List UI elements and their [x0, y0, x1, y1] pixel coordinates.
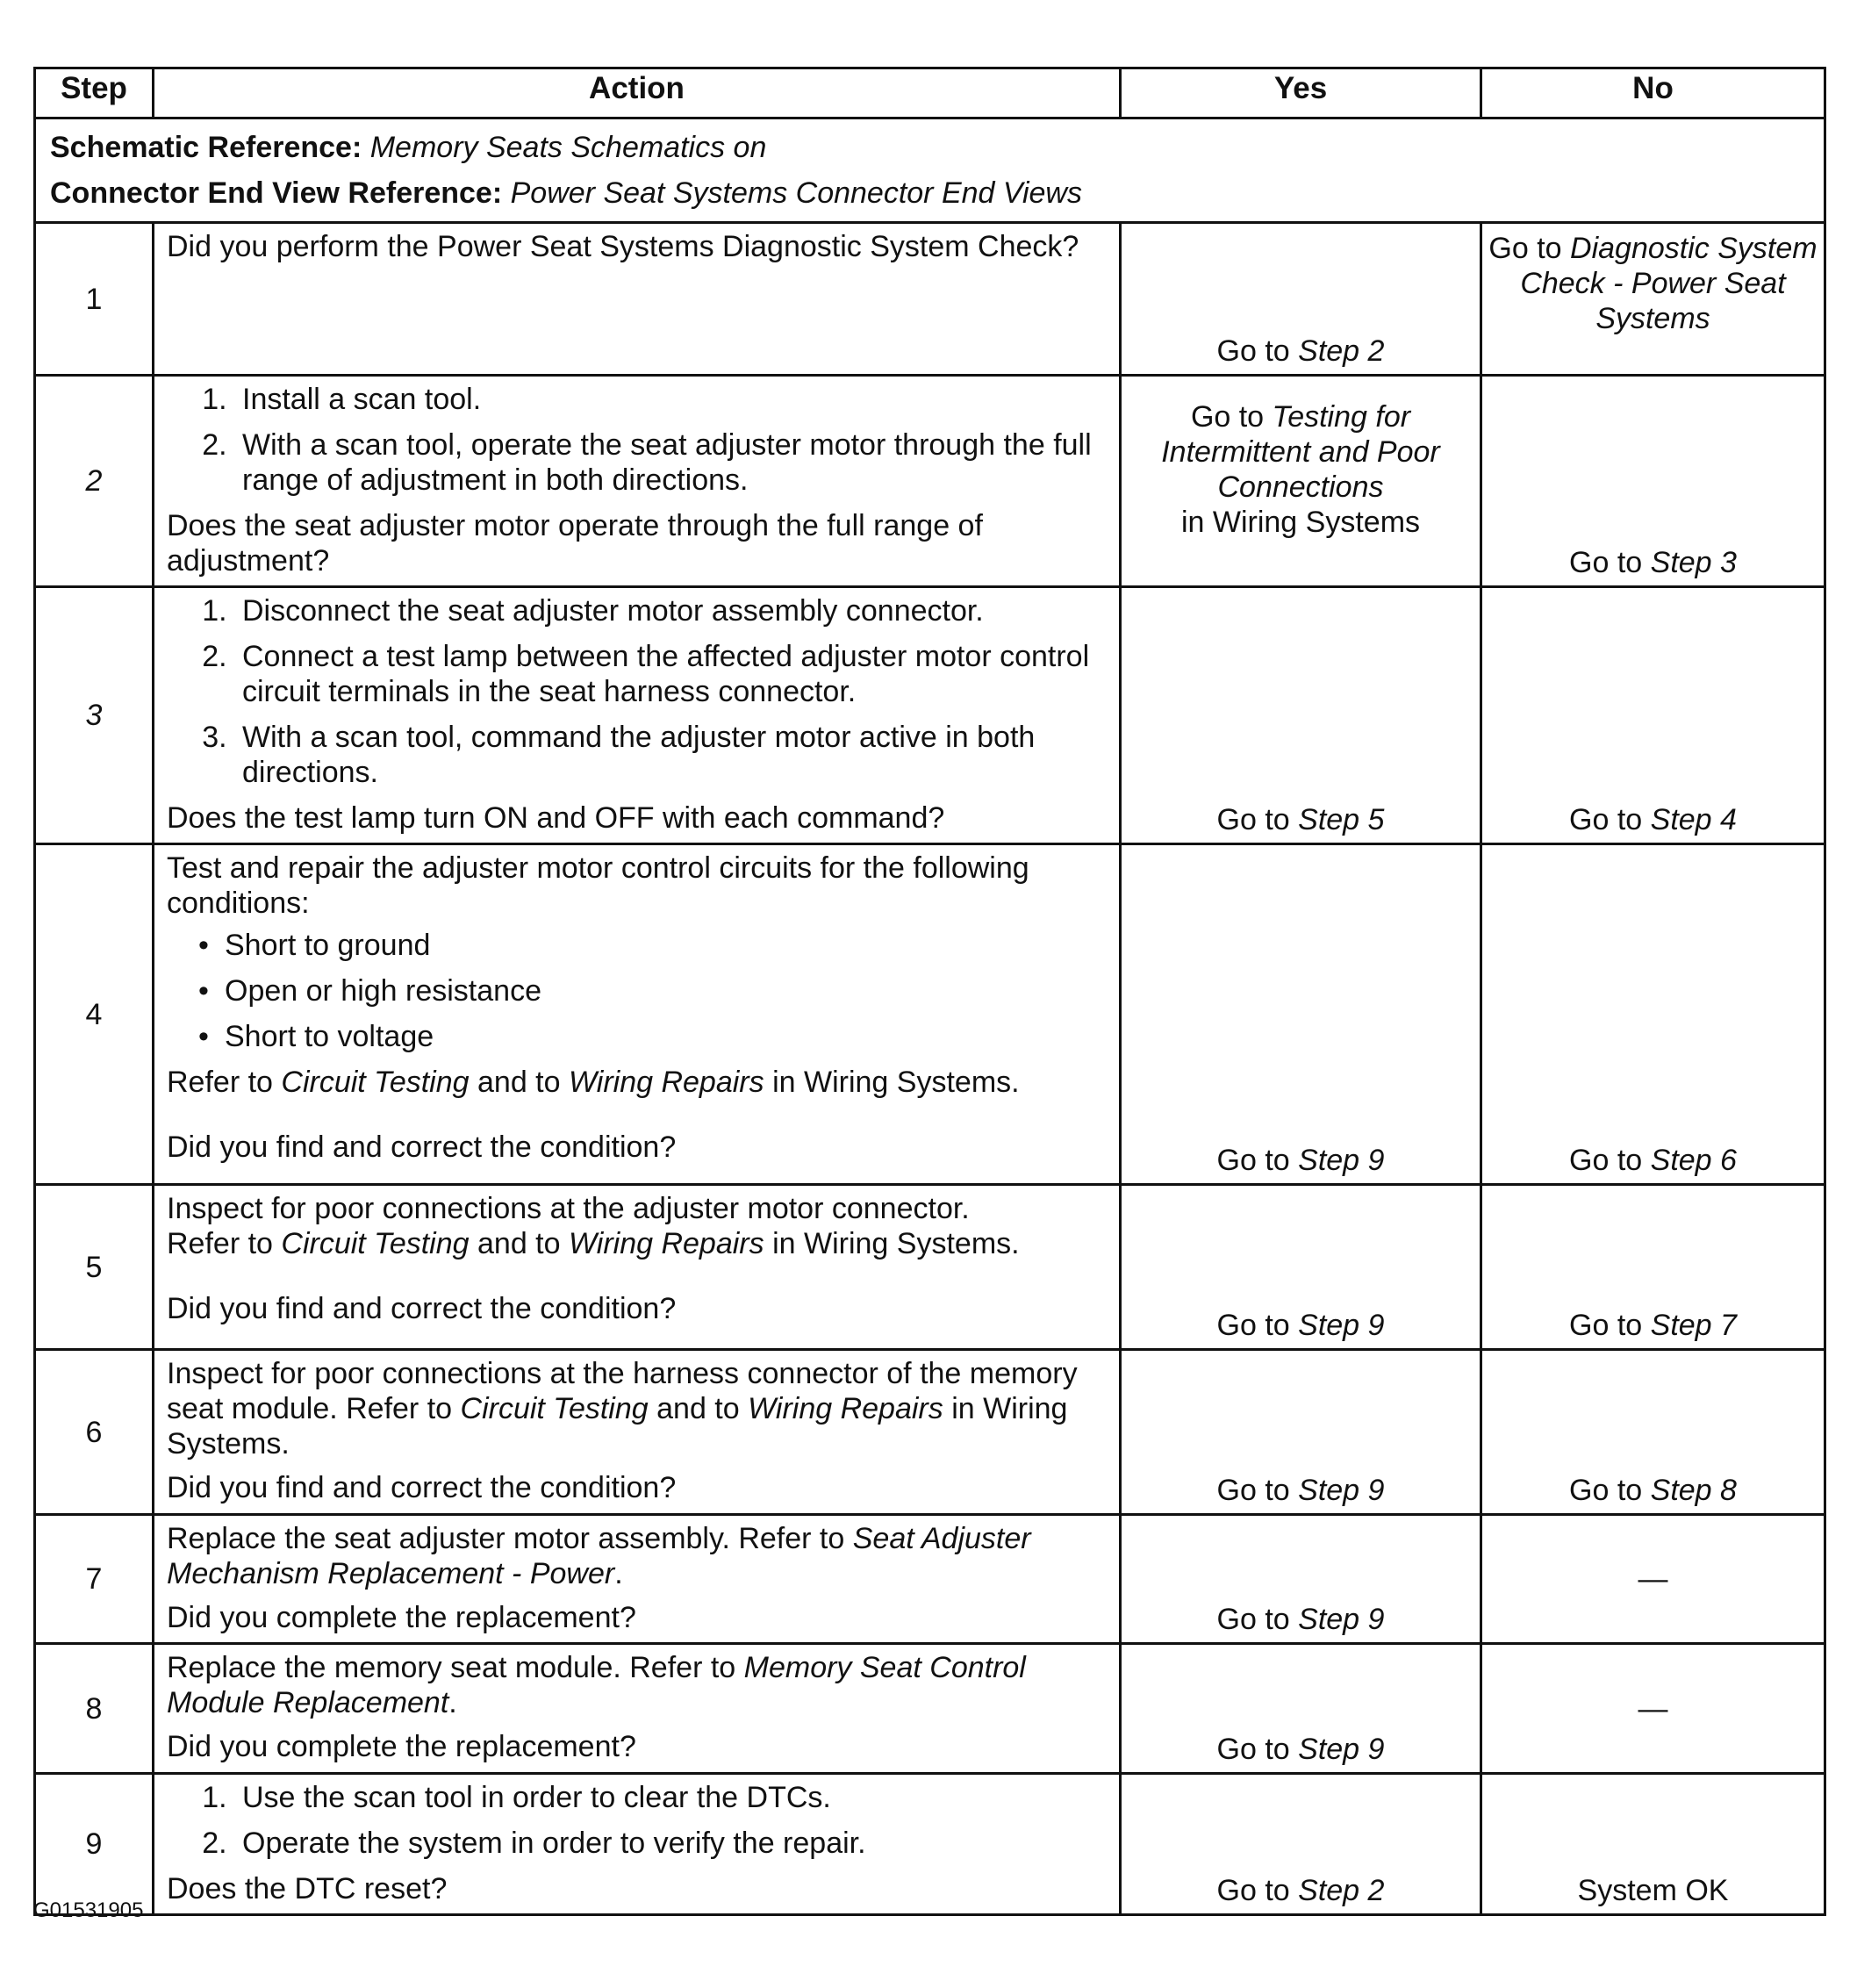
schematic-reference: [50, 125, 1810, 170]
yes-link[interactable]: Step 5: [1298, 803, 1385, 836]
yes-answer: [1122, 802, 1480, 837]
yes-prefix: Go to: [1216, 1144, 1299, 1177]
action-reference: [167, 1226, 1107, 1261]
no-prefix: Go to: [1569, 1309, 1651, 1342]
yes-cell: [1121, 223, 1481, 376]
action-intro-text: Replace the seat adjuster motor assembly. Refer to: [167, 1522, 853, 1555]
no-cell: [1481, 1185, 1825, 1350]
wiring-repairs-link[interactable]: Wiring Repairs: [568, 1227, 764, 1260]
header-step: Step: [35, 68, 154, 118]
reference-cell: [35, 118, 1825, 223]
action-steps: [167, 1780, 1107, 1861]
no-prefix: Go to: [1569, 1474, 1651, 1507]
table-row: [35, 223, 1825, 376]
connector-reference-link[interactable]: Power Seat Systems Connector End Views: [510, 176, 1082, 210]
wiring-repairs-link[interactable]: Wiring Repairs: [568, 1066, 764, 1099]
table-row: [35, 1515, 1825, 1644]
action-question: Does the seat adjuster motor operate through the full range of adjustment?: [167, 509, 983, 578]
yes-answer: [1122, 334, 1480, 369]
ref-mid: and to: [469, 1066, 569, 1099]
yes-prefix: Go to: [1216, 1733, 1299, 1766]
diagnostic-table: [33, 67, 1826, 1916]
action-steps: [167, 382, 1107, 498]
yes-link[interactable]: Testing for Intermittent and Poor Connections: [1161, 400, 1440, 504]
header-row: [35, 68, 1825, 118]
action-step: 1. Disconnect the seat adjuster motor assembly connector.: [235, 593, 1107, 628]
action-intro-text: Inspect for poor connections at the harness connector of the memory seat module. Refer to: [167, 1357, 1078, 1425]
bullet-icon: •: [198, 929, 209, 962]
action-step: 2. Connect a test lamp between the affected adjuster motor control circuit terminals in the seat harness connector.: [235, 639, 1107, 709]
yes-link[interactable]: Step 9: [1298, 1474, 1385, 1507]
header-no: No: [1481, 68, 1825, 118]
action-question: Does the test lamp turn ON and OFF with each command?: [167, 801, 945, 835]
table-row: [35, 1774, 1825, 1915]
no-prefix: Go to: [1569, 546, 1651, 579]
yes-answer: [1122, 1732, 1480, 1767]
no-cell: [1481, 1350, 1825, 1515]
no-cell: [1481, 587, 1825, 844]
yes-cell: [1121, 587, 1481, 844]
yes-prefix: Go to: [1216, 1874, 1299, 1907]
header-action: Action: [154, 68, 1121, 118]
no-answer: [1482, 1473, 1824, 1508]
replacement-procedure-link[interactable]: Memory Seat Control Module Replacement: [167, 1651, 1026, 1719]
ref-prefix: Refer to: [167, 1066, 282, 1099]
action-question: Did you complete the replacement?: [167, 1601, 636, 1634]
table-row: [35, 587, 1825, 844]
ref-suffix: in Wiring Systems.: [764, 1066, 1020, 1099]
yes-answer: [1122, 1473, 1480, 1508]
step-number: 4: [35, 844, 154, 1185]
no-prefix: Go to: [1569, 1144, 1651, 1177]
yes-answer: [1122, 1143, 1480, 1178]
action-step: 1. Use the scan tool in order to clear the DTCs.: [235, 1780, 1107, 1815]
action-intro: [167, 1521, 1107, 1591]
action-cell: [154, 1185, 1121, 1350]
circuit-testing-link[interactable]: Circuit Testing: [460, 1392, 649, 1425]
no-answer: [1482, 1308, 1824, 1343]
action-cell: [154, 587, 1121, 844]
table-row: [35, 376, 1825, 587]
circuit-testing-link[interactable]: Circuit Testing: [281, 1066, 470, 1099]
schematic-reference-label: Schematic Reference:: [50, 131, 362, 164]
yes-answer: [1122, 1873, 1480, 1908]
action-question: Did you complete the replacement?: [167, 1730, 636, 1763]
header-yes: Yes: [1121, 68, 1481, 118]
action-cell: [154, 376, 1121, 587]
no-link[interactable]: Step 3: [1650, 546, 1737, 579]
action-step: 3. With a scan tool, command the adjuster motor active in both directions.: [235, 720, 1107, 790]
list-item: [198, 928, 1107, 963]
step-number-text: 3: [85, 699, 103, 732]
action-cell: [154, 1515, 1121, 1644]
step-number: 7: [35, 1515, 154, 1644]
action-intro: Inspect for poor connections at the adjuster motor connector.: [167, 1192, 970, 1225]
action-intro: [167, 1650, 1107, 1720]
connector-reference: [50, 170, 1810, 216]
yes-link[interactable]: Step 9: [1298, 1603, 1385, 1636]
circuit-testing-link[interactable]: Circuit Testing: [281, 1227, 470, 1260]
no-answer: [1482, 1143, 1824, 1178]
action-steps: [167, 593, 1107, 790]
yes-prefix: Go to: [1190, 400, 1273, 434]
ref-suffix: .: [614, 1557, 623, 1590]
yes-cell: [1121, 376, 1481, 587]
ref-suffix: .: [448, 1686, 457, 1719]
step-number: [35, 587, 154, 844]
action-cell: [154, 844, 1121, 1185]
no-link[interactable]: Step 8: [1650, 1474, 1737, 1507]
yes-link[interactable]: Step 9: [1298, 1144, 1385, 1177]
yes-link[interactable]: Step 2: [1298, 334, 1385, 368]
yes-cell: [1121, 1515, 1481, 1644]
no-link[interactable]: Step 4: [1650, 803, 1737, 836]
no-cell: [1481, 1774, 1825, 1915]
list-item: [198, 973, 1107, 1008]
figure-id: G01531905: [33, 1898, 144, 1922]
yes-cell: [1121, 1774, 1481, 1915]
no-link[interactable]: Step 7: [1650, 1309, 1737, 1342]
step-number: 8: [35, 1644, 154, 1774]
table-row: [35, 844, 1825, 1185]
action-step: 2. Operate the system in order to verify the repair.: [235, 1826, 1107, 1861]
yes-answer: [1122, 1308, 1480, 1343]
action-intro: Test and repair the adjuster motor control circuits for the following conditions:: [167, 851, 1029, 920]
list-item-text: Short to voltage: [225, 1020, 434, 1053]
no-link[interactable]: Diagnostic System Check - Power Seat Systems: [1520, 232, 1818, 335]
action-intro: [167, 1356, 1107, 1461]
no-cell: [1481, 223, 1825, 376]
no-prefix: Go to: [1488, 232, 1571, 265]
action-cell: [154, 1774, 1121, 1915]
no-cell: [1481, 376, 1825, 587]
action-question: Did you perform the Power Seat Systems Diagnostic System Check?: [167, 230, 1079, 263]
yes-prefix: Go to: [1216, 1474, 1299, 1507]
connector-reference-label: Connector End View Reference:: [50, 176, 503, 210]
action-intro-text: Replace the memory seat module. Refer to: [167, 1651, 744, 1684]
yes-prefix: Go to: [1216, 1603, 1299, 1636]
bullet-icon: •: [198, 1020, 209, 1053]
condition-list: [167, 928, 1107, 1054]
table-row: [35, 1185, 1825, 1350]
yes-link[interactable]: Step 9: [1298, 1733, 1385, 1766]
ref-mid: and to: [469, 1227, 569, 1260]
step-number: 6: [35, 1350, 154, 1515]
action-question: Did you find and correct the condition?: [167, 1130, 677, 1164]
action-cell: [154, 1350, 1121, 1515]
diagnostic-table-container: [33, 67, 1824, 1916]
yes-link[interactable]: Step 2: [1298, 1874, 1385, 1907]
replacement-procedure-link[interactable]: Seat Adjuster Mechanism Replacement - Power: [167, 1522, 1031, 1590]
yes-cell: [1121, 1350, 1481, 1515]
yes-cell: [1121, 1644, 1481, 1774]
no-answer: [1482, 545, 1824, 580]
action-step: 1. Install a scan tool.: [235, 382, 1107, 417]
step-number: 9: [35, 1774, 154, 1915]
ref-mid: and to: [648, 1392, 749, 1425]
yes-prefix: Go to: [1216, 803, 1299, 836]
no-answer: [1482, 802, 1824, 837]
action-step: 2. With a scan tool, operate the seat adjuster motor through the full range of adjustment in both directions.: [235, 427, 1107, 498]
yes-suffix: in Wiring Systems: [1180, 506, 1421, 539]
schematic-reference-link[interactable]: Memory Seats Schematics on: [369, 131, 767, 164]
yes-cell: [1121, 1185, 1481, 1350]
yes-prefix: Go to: [1216, 1309, 1299, 1342]
list-item-text: Short to ground: [225, 929, 431, 962]
reference-row: [35, 118, 1825, 223]
table-row: [35, 1350, 1825, 1515]
no-cell: —: [1481, 1515, 1825, 1644]
no-cell: [1481, 844, 1825, 1185]
ref-prefix: Refer to: [167, 1227, 282, 1260]
ref-suffix: in Wiring Systems.: [167, 1392, 1068, 1460]
no-prefix: Go to: [1569, 803, 1651, 836]
wiring-repairs-link[interactable]: Wiring Repairs: [748, 1392, 943, 1425]
step-number-text: 2: [85, 464, 103, 498]
action-question: Did you find and correct the condition?: [167, 1292, 677, 1325]
ref-suffix: in Wiring Systems.: [764, 1227, 1020, 1260]
list-item: [198, 1019, 1107, 1054]
list-item-text: Open or high resistance: [225, 974, 541, 1008]
table-row: [35, 1644, 1825, 1774]
no-cell: —: [1481, 1644, 1825, 1774]
yes-answer: [1122, 1602, 1480, 1637]
no-answer: System OK: [1577, 1874, 1729, 1907]
yes-link[interactable]: Step 9: [1298, 1309, 1385, 1342]
step-number: 5: [35, 1185, 154, 1350]
action-reference: [167, 1065, 1107, 1100]
action-cell: [154, 223, 1121, 376]
yes-cell: [1121, 844, 1481, 1185]
step-number: [35, 376, 154, 587]
step-number: 1: [35, 223, 154, 376]
action-question: Does the DTC reset?: [167, 1872, 448, 1905]
action-cell: [154, 1644, 1121, 1774]
yes-prefix: Go to: [1216, 334, 1299, 368]
bullet-icon: •: [198, 974, 209, 1008]
action-question: Did you find and correct the condition?: [167, 1471, 677, 1504]
no-link[interactable]: Step 6: [1650, 1144, 1737, 1177]
